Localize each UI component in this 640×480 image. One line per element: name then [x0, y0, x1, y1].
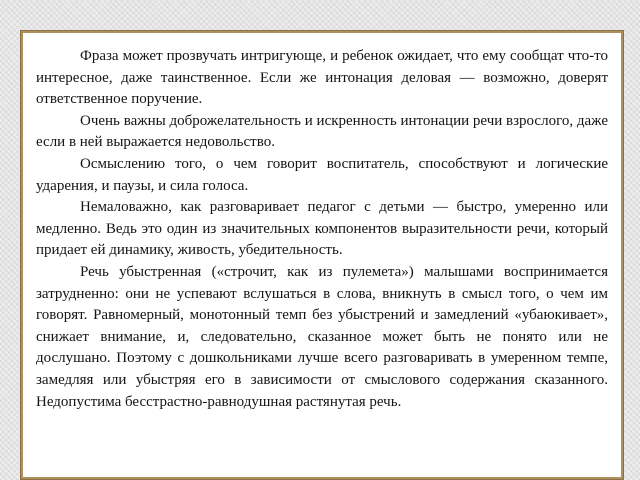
text-block: [36, 46, 608, 413]
slide-frame: [21, 31, 623, 479]
paragraph: Речь убыстренная («строчит, как из пулемета») малышами воспринимается затрудненно: они не успевают вслушаться в слова, вникнуть в смысл того, о чем им говорят. Равномерный, монотонный темп без убыстрений и замедлений «убаюкивает», снижает внимание, и, следовательно, сказанное может быть не понято или не дослушано. Поэтому с дошкольниками лучше всего разговаривать в умеренном темпе, замедляя или убыстряя его в зависимости от смыслового содержания сказанного. Недопустима бесстрастно-равнодушная растянутая речь.: [36, 263, 608, 410]
paragraph: Немаловажно, как разговаривает педагог с детьми — быстро, умеренно или медленно. Ведь это один из значительных компонентов выразительности речи, который придает ей динамику, живость, убедительность.: [36, 199, 608, 259]
paragraph: Осмыслению того, о чем говорит воспитатель, способствуют и логические ударения, и паузы, и сила голоса.: [36, 155, 608, 194]
paragraph: Фраза может прозвучать интригующе, и ребенок ожидает, что ему сообщат что-то интересное, даже таинственное. Если же интонация деловая — возможно, доверят ответственное поручение.: [36, 48, 608, 108]
paragraph: Очень важны доброжелательность и искренность интонации речи взрослого, даже если в ней выражается недовольство.: [36, 112, 608, 151]
